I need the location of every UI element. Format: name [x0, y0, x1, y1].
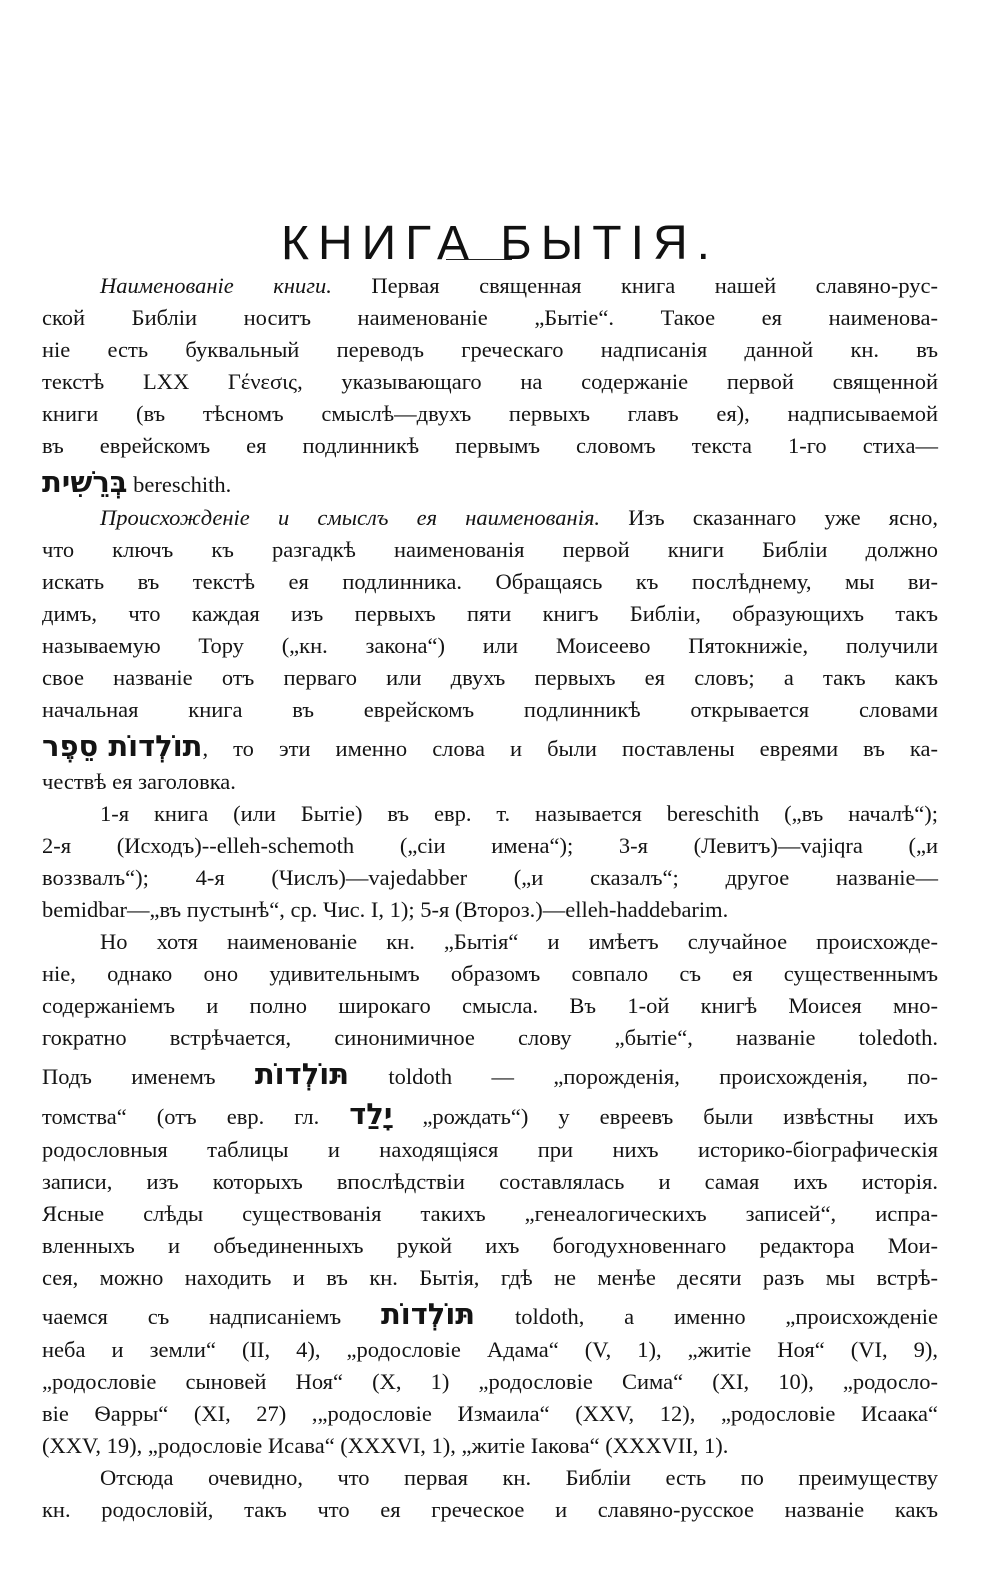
- text-line: чаемся съ надписаніемъ תּוֹלְדוֹת toldoth, а именно „происхожденіе: [42, 1294, 938, 1334]
- text-line: вленныхъ и объединенныхъ рукой ихъ богодухновеннаго редактора Мои-: [42, 1233, 938, 1258]
- paragraph-conclusion: [42, 1462, 938, 1526]
- text-line: Подъ именемъ תּוֹלְדוֹת toldoth — „порожденія, происхожденія, по-: [42, 1054, 938, 1094]
- text-line: ской Библіи носитъ наименованіе „Бытіе“. Такое ея наименова-: [42, 305, 938, 330]
- text-line: томства“ (отъ евр. гл. יָלַד „рождать“) у евреевъ были извѣстны ихъ: [42, 1094, 938, 1134]
- text-line: воззвалъ“); 4-я (Числъ)—vajedabber („и сказалъ“; другое названіе—: [42, 865, 938, 890]
- text-line: Отсюда очевидно, что первая кн. Библіи есть по преимуществу: [100, 1465, 938, 1490]
- text-line: чествѣ ея заголовка.: [42, 769, 236, 794]
- text-line: 1-я книга (или Бытіе) въ евр. т. называется bereschith („въ началѣ“);: [100, 801, 938, 826]
- text-line: בְּרֵשִׁית bereschith.: [42, 462, 938, 502]
- body-text: [42, 270, 938, 1526]
- paragraph-name-of-book: [42, 270, 938, 502]
- text-line: гократно встрѣчается, синонимичное слову „бытіе“, названіе toledoth.: [42, 1025, 938, 1050]
- hebrew-word: יָלַד: [349, 1097, 393, 1131]
- text-line: (XXV, 19), „родословіе Исава“ (XXXVI, 1), „житіе Іакова“ (XXXVII, 1).: [42, 1433, 729, 1458]
- paragraph-heading: Происхожденіе и смыслъ ея наименованія.: [100, 505, 601, 530]
- text-line: свое названіе отъ перваго или двухъ первыхъ ея словъ; а такъ какъ: [42, 665, 938, 690]
- text-line: Ясные слѣды существованія такихъ „генеалогическихъ записей“, испра-: [42, 1201, 938, 1226]
- title-divider: [446, 259, 512, 260]
- text-line: кн. родословій, такъ что ея греческое и славяно-русское названіе какъ: [42, 1497, 938, 1522]
- text-line: неба и земли“ (II, 4), „родословіе Адама“ (V, 1), „житіе Ноя“ (VI, 9),: [42, 1337, 938, 1362]
- text-line: что ключъ къ разгадкѣ наименованія первой книги Библіи должно: [42, 537, 938, 562]
- text-line: родословныя таблицы и находящіяся при нихъ историко-біографическія: [42, 1137, 938, 1162]
- page-title: КНИГА БЫТІЯ.: [281, 217, 719, 271]
- paragraph-heading: Наименованіе книги.: [100, 273, 332, 298]
- text-line: bemidbar—„въ пустынѣ“, ср. Чис. I, 1); 5-я (Второз.)—elleh-haddebarim.: [42, 897, 729, 922]
- text-line: искать въ текстѣ ея подлинника. Обращаясь къ послѣднему, мы ви-: [42, 569, 938, 594]
- text-line: въ еврейскомъ ея подлинникѣ первымъ словомъ текста 1-го стиха—: [42, 433, 938, 458]
- text-line: книги (въ тѣсномъ смыслѣ—двухъ первыхъ главъ ея), надписываемой: [42, 401, 938, 426]
- text-line: Происхожденіе и смыслъ ея наименованія. Изъ сказаннаго уже ясно,: [100, 505, 939, 530]
- hebrew-word: בְּרֵשִׁית: [42, 465, 128, 499]
- text-line: віе Ѳарры“ (XI, 27) ,„родословіе Измаила“ (XXV, 12), „родословіе Исаака“: [42, 1401, 938, 1426]
- text-line: Наименованіе книги. Первая священная книга нашей славяно-рус-: [100, 273, 938, 298]
- text-line: 2-я (Исходъ)--elleh-schemoth („сіи имена“); 3-я (Левитъ)—vajiqra („и: [42, 833, 938, 858]
- text-line: „родословіе сыновей Ноя“ (X, 1) „родословіе Сима“ (XI, 10), „родосло-: [42, 1369, 938, 1394]
- text-line: содержаніемъ и полно широкаго смысла. Въ 1-ой книгѣ Моисея мно-: [42, 993, 938, 1018]
- text-line: сея, можно находить и въ кн. Бытія, гдѣ не менѣе десяти разъ мы встрѣ-: [42, 1265, 938, 1290]
- text-line: записи, изъ которыхъ впослѣдствіи составлялась и самая ихъ исторія.: [42, 1169, 938, 1194]
- paragraph-origin: [42, 502, 938, 798]
- hebrew-word: תּוֹלְדוֹת: [254, 1057, 349, 1091]
- hebrew-word: תּוֹלְדוֹת: [380, 1297, 476, 1331]
- text-line: текстѣ LXX Γένεσις, указывающаго на содержаніе первой священной: [42, 369, 938, 394]
- text-line: תוֹלְדוֹת סֵפֶר, то эти именно слова и были поставлены евреями въ ка-: [42, 726, 938, 766]
- text-line: димъ, что каждая изъ первыхъ пяти книгъ Библіи, образующихъ такъ: [42, 601, 938, 626]
- paragraph-meaning: [42, 926, 938, 1462]
- text-line: начальная книга въ еврейскомъ подлинникѣ открывается словами: [42, 697, 938, 722]
- text-line: называемую Тору („кн. закона“) или Моисеево Пятокнижіе, получили: [42, 633, 938, 658]
- text-line: Но хотя наименованіе кн. „Бытія“ и имѣетъ случайное происхожде-: [100, 929, 938, 954]
- text-line: ніе, однако оно удивительнымъ образомъ совпало съ ея существеннымъ: [42, 961, 938, 986]
- hebrew-word: תוֹלְדוֹת סֵפֶר: [42, 729, 203, 763]
- paragraph-book-names: [42, 798, 938, 926]
- text-line: ніе есть буквальный переводъ греческаго надписанія данной кн. въ: [42, 337, 938, 362]
